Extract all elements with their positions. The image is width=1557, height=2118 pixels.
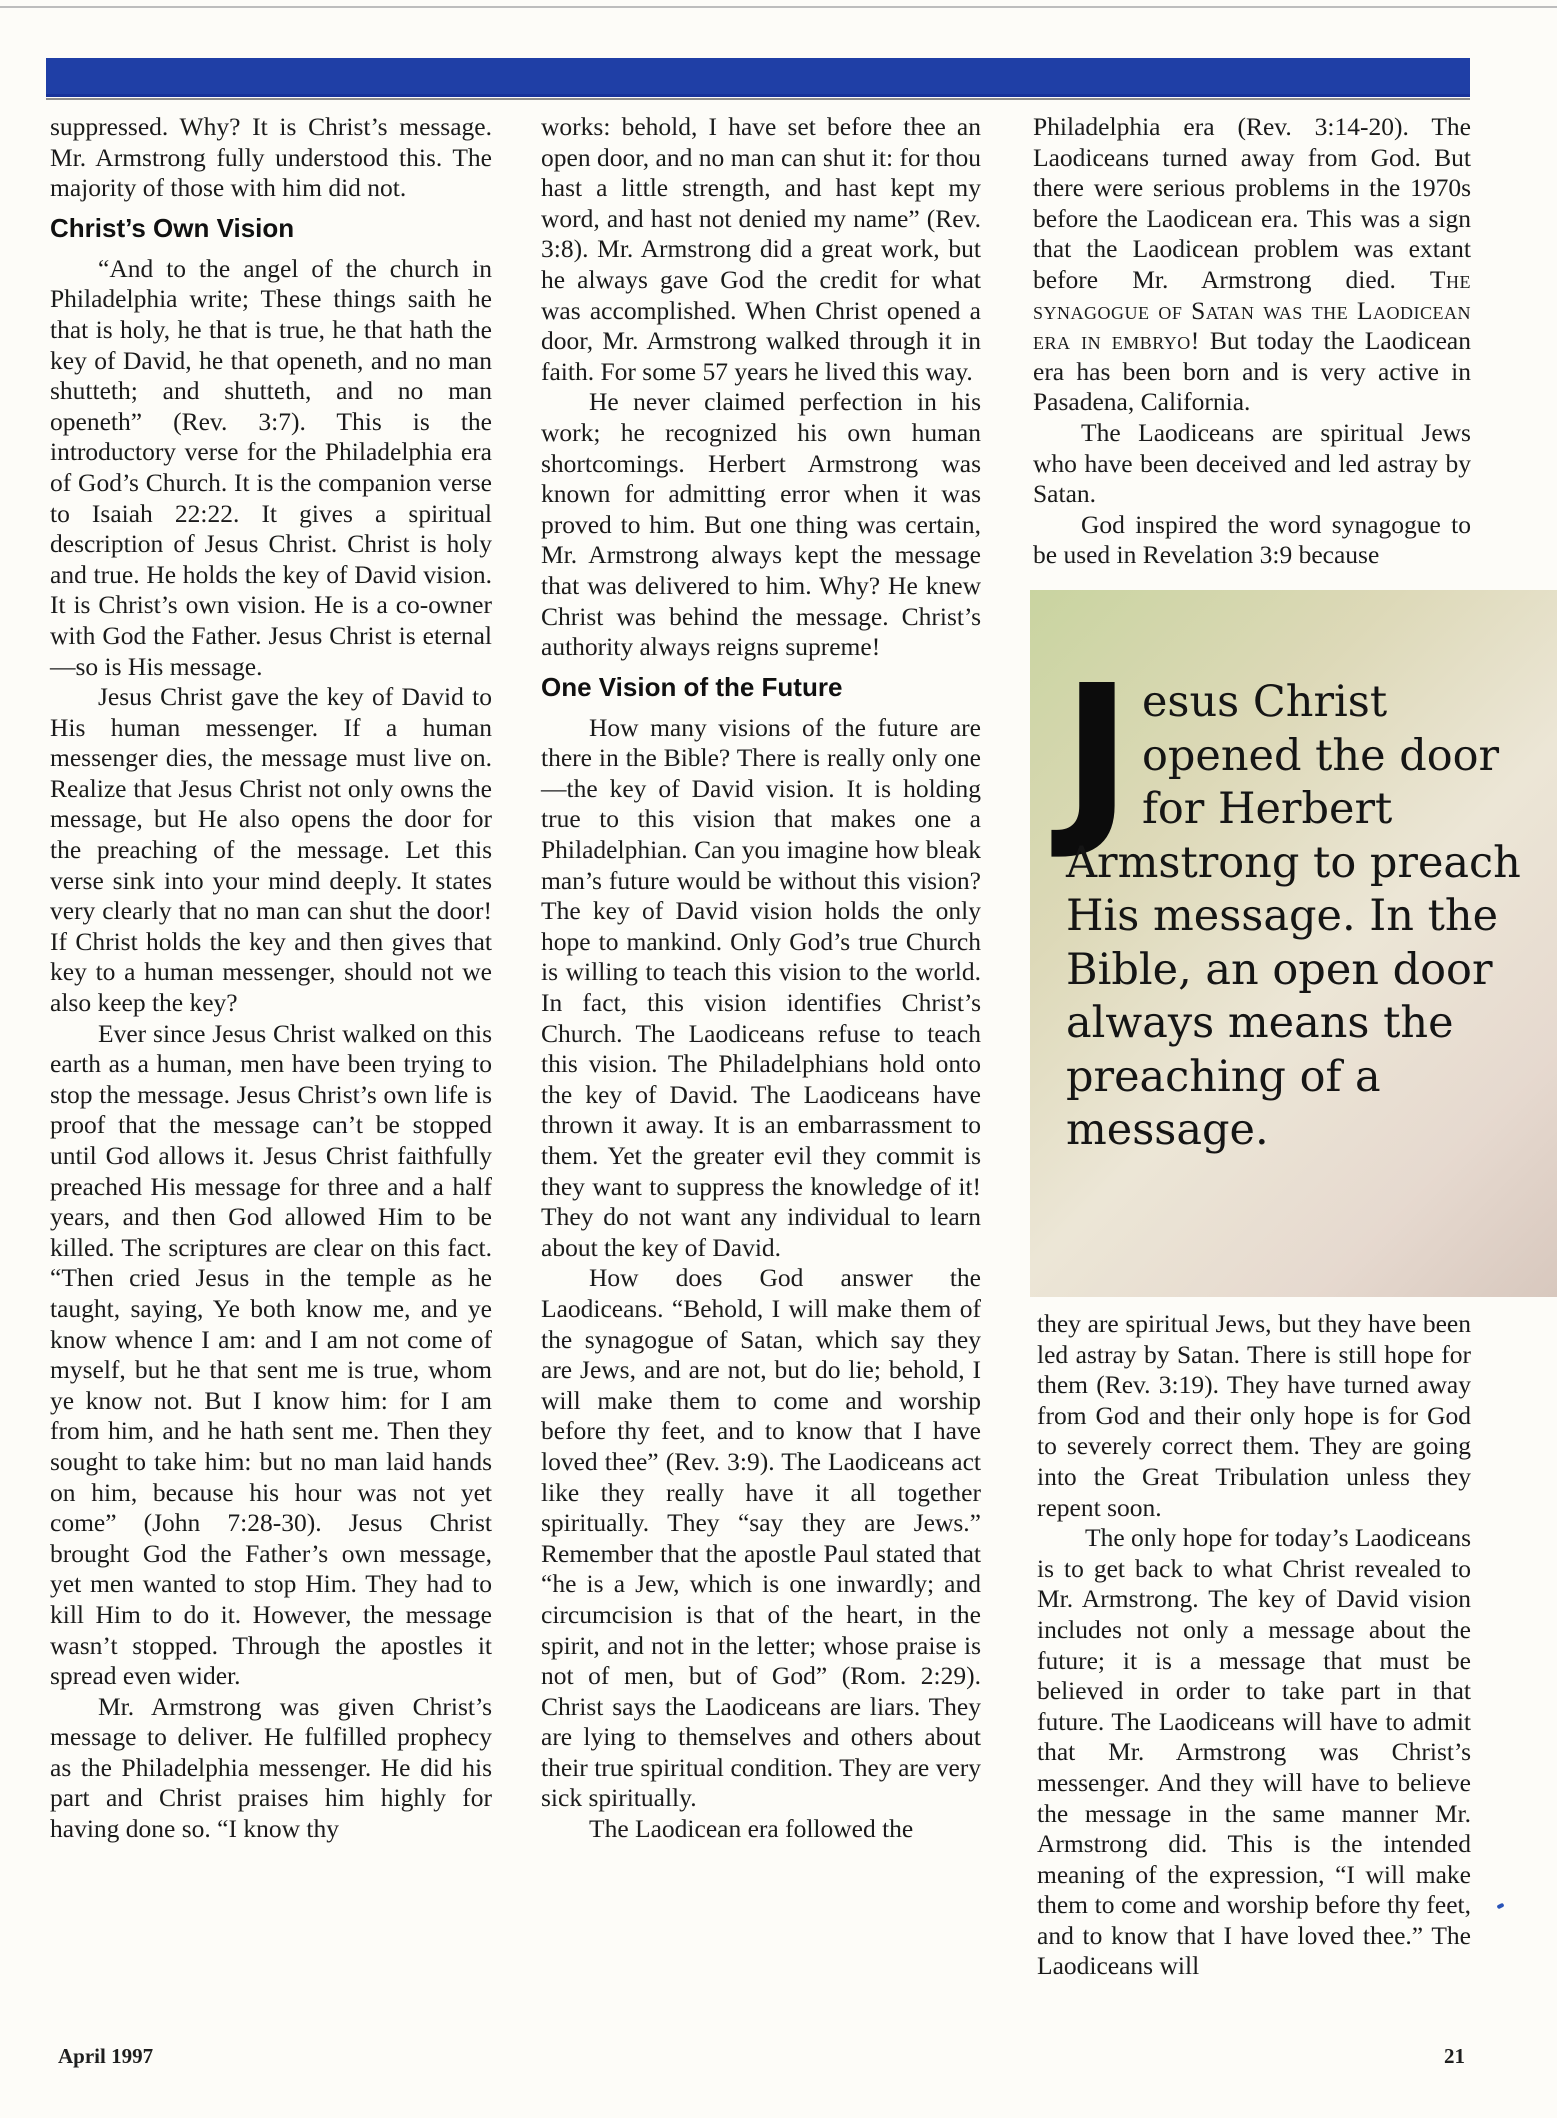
paragraph: suppressed. Why? It is Christ’s message. Mr. Armstrong fully understood this. The majority of those with him did not. xyxy=(50,112,492,203)
header-banner xyxy=(46,58,1470,97)
paragraph: they are spiritual Jews, but they have been led astray by Satan. There is still hope for them (Rev. 3:19). They have turned away from God and their only hope is for God to severely correct them. They are going into the Great Tribulation unless they repent soon. xyxy=(1037,1309,1471,1522)
column-1 xyxy=(50,112,492,1845)
paragraph: Ever since Jesus Christ walked on this earth as a human, men have been trying to stop the message. Jesus Christ’s own life is proof that the message can’t be stopped until God allows it. Jesus Christ faithfully preached His message for three and a half years, and then God allowed Him to be killed. The scriptures are clear on this fact. “Then cried Jesus in the temple as he taught, saying, Ye both know me, and ye know whence I am: and I am not come of myself, but he that sent me is true, whom ye know not. But I know him: for I am from him, and he hath sent me. Then they sought to take him: but no man laid hands on him, because his hour was not yet come” (John 7:28-30). Jesus Christ brought God the Father’s own message, yet men wanted to stop Him. They had to kill Him to do it. However, the message wasn’t stopped. Through the apostles it spread even wider. xyxy=(50,1018,492,1691)
paragraph: He never claimed perfection in his work; he recognized his own human shortcomings. Herbert Armstrong was known for admitting error when it was proved to him. But one thing was certain, Mr. Armstrong always kept the message that was delivered to him. Why? He knew Christ was behind the message. Christ’s authority always reigns supreme! xyxy=(541,387,981,662)
paragraph: The Laodicean era followed the xyxy=(589,1814,914,1844)
section-heading: Christ’s Own Vision xyxy=(50,212,295,243)
top-rule xyxy=(0,6,1557,8)
text-run: Philadelphia era (Rev. 3:14-20). The Laodiceans turned away from God. But there were serious problems in the 1970s before the Laodicean era. This was a sign that the Laodicean problem was extant before Mr. Armstrong died. xyxy=(1033,112,1471,294)
column-2 xyxy=(541,112,981,1845)
column-3-bottom xyxy=(1037,1309,1471,1982)
paragraph: works: behold, I have set before thee an open door, and no man can shut it: for thou hast a little strength, and hast kept my word, and hast not denied my name” (Rev. 3:8). Mr. Armstrong did a great work, but he always gave God the credit for what was accomplished. When Christ opened a door, Mr. Armstrong walked through it in faith. For some 57 years he lived this way. xyxy=(541,112,981,386)
drop-cap: J xyxy=(1062,645,1132,864)
paragraph: “And to the angel of the church in Philadelphia write; These things saith he that is holy, he that is true, he that hath the key of David, he that openeth, and no man shutteth; and shutteth, and no man openeth” (Rev. 3:7). This is the introductory verse for the Philadelphia era of God’s Church. It is the companion verse to Isaiah 22:22. It gives a spiritual description of Jesus Christ. Christ is holy and true. He holds the key of David vision. It is Christ’s own vision. He is a co-owner with God the Father. Jesus Christ is eternal—so is His message. xyxy=(50,253,492,681)
paragraph: How does God answer the Laodiceans. “Behold, I will make them of the synagogue of Satan, which say they are Jews, and are not, but do lie; behold, I will make them to come and worship before thy feet, and to know that I have loved thee” (Rev. 3:9). The Laodiceans act like they really have it all together spiritually. They “say they are Jews.” Remember that the apostle Paul stated that “he is a Jew, which is one inwardly; and circumcision is that of the heart, in the spirit, and not in the letter; whose praise is not of men, but of God” (Rom. 2:29). Christ says the Laodiceans are liars. They are lying to themselves and others about their true spiritual condition. They are very sick spiritually. xyxy=(541,1263,981,1813)
pull-quote xyxy=(1030,590,1557,1297)
column-3-top xyxy=(1033,112,1471,571)
footer-date: April 1997 xyxy=(58,2044,154,2068)
paragraph: The only hope for today’s Laodiceans is to get back to what Christ revealed to Mr. Armstrong. The key of David vision includes not only a message about the future; it is a message that must be believed in order to take part in that future. The Laodiceans will have to admit that Mr. Armstrong was Christ’s messenger. And they will have to believe the message in the same manner Mr. Armstrong did. This is the intended meaning of the expression, “I will make them to come and worship before thy feet, and to know that I have loved thee.” The Laodiceans will xyxy=(1037,1523,1471,1981)
page-number: 21 xyxy=(1444,2044,1465,2068)
paragraph: Jesus Christ gave the key of David to His human messenger. If a human messenger dies, the message must live on. Realize that Jesus Christ not only owns the message, but He also opens the door for the preaching of the message. Let this verse sink into your mind deeply. It states very clearly that no man can shut the door! If Christ holds the key and then gives that key to a human messenger, should not we also keep the key? xyxy=(50,682,492,1018)
section-heading: One Vision of the Future xyxy=(541,671,843,702)
ink-speck xyxy=(1496,1903,1504,1910)
paragraph: How many visions of the future are there in the Bible? There is really only one—the key of David vision. It is holding true to this vision that makes one a Philadelphian. Can you imagine how bleak man’s future would be without this vision? The key of David vision holds the only hope to mankind. Only God’s true Church is willing to teach this vision to the world. In fact, this vision identifies Christ’s Church. The Laodiceans refuse to teach this vision. The Philadelphians hold onto the key of David. The Laodiceans have thrown it away. It is an embarrassment to them. Yet the greater evil they commit is they want to suppress the knowledge of it! They do not want any individual to learn about the key of David. xyxy=(541,712,981,1262)
paragraph: The Laodiceans are spiritual Jews who have been deceived and led astray by Satan. xyxy=(1033,417,1471,509)
header-rule xyxy=(46,98,1470,100)
pull-quote-text: esus Christ opened the door for Herbert Armstrong to preach His message. In the Bible, an open door always means the preaching of a message. xyxy=(1066,677,1521,1155)
paragraph: Mr. Armstrong was given Christ’s message to deliver. He fulfilled prophecy as the Philadelphia messenger. He did his part and Christ praises him highly for having done so. “I know thy xyxy=(50,1691,492,1844)
paragraph xyxy=(1033,112,1471,418)
paragraph: God inspired the word synagogue to be used in Revelation 3:9 because xyxy=(1033,509,1471,570)
text-run: But today the Laodicean era has been born and is very active in Pasadena, California. xyxy=(1033,326,1471,417)
small-caps-text: The synagogue of Satan was the Laodicean era in embryo! xyxy=(1033,264,1471,356)
